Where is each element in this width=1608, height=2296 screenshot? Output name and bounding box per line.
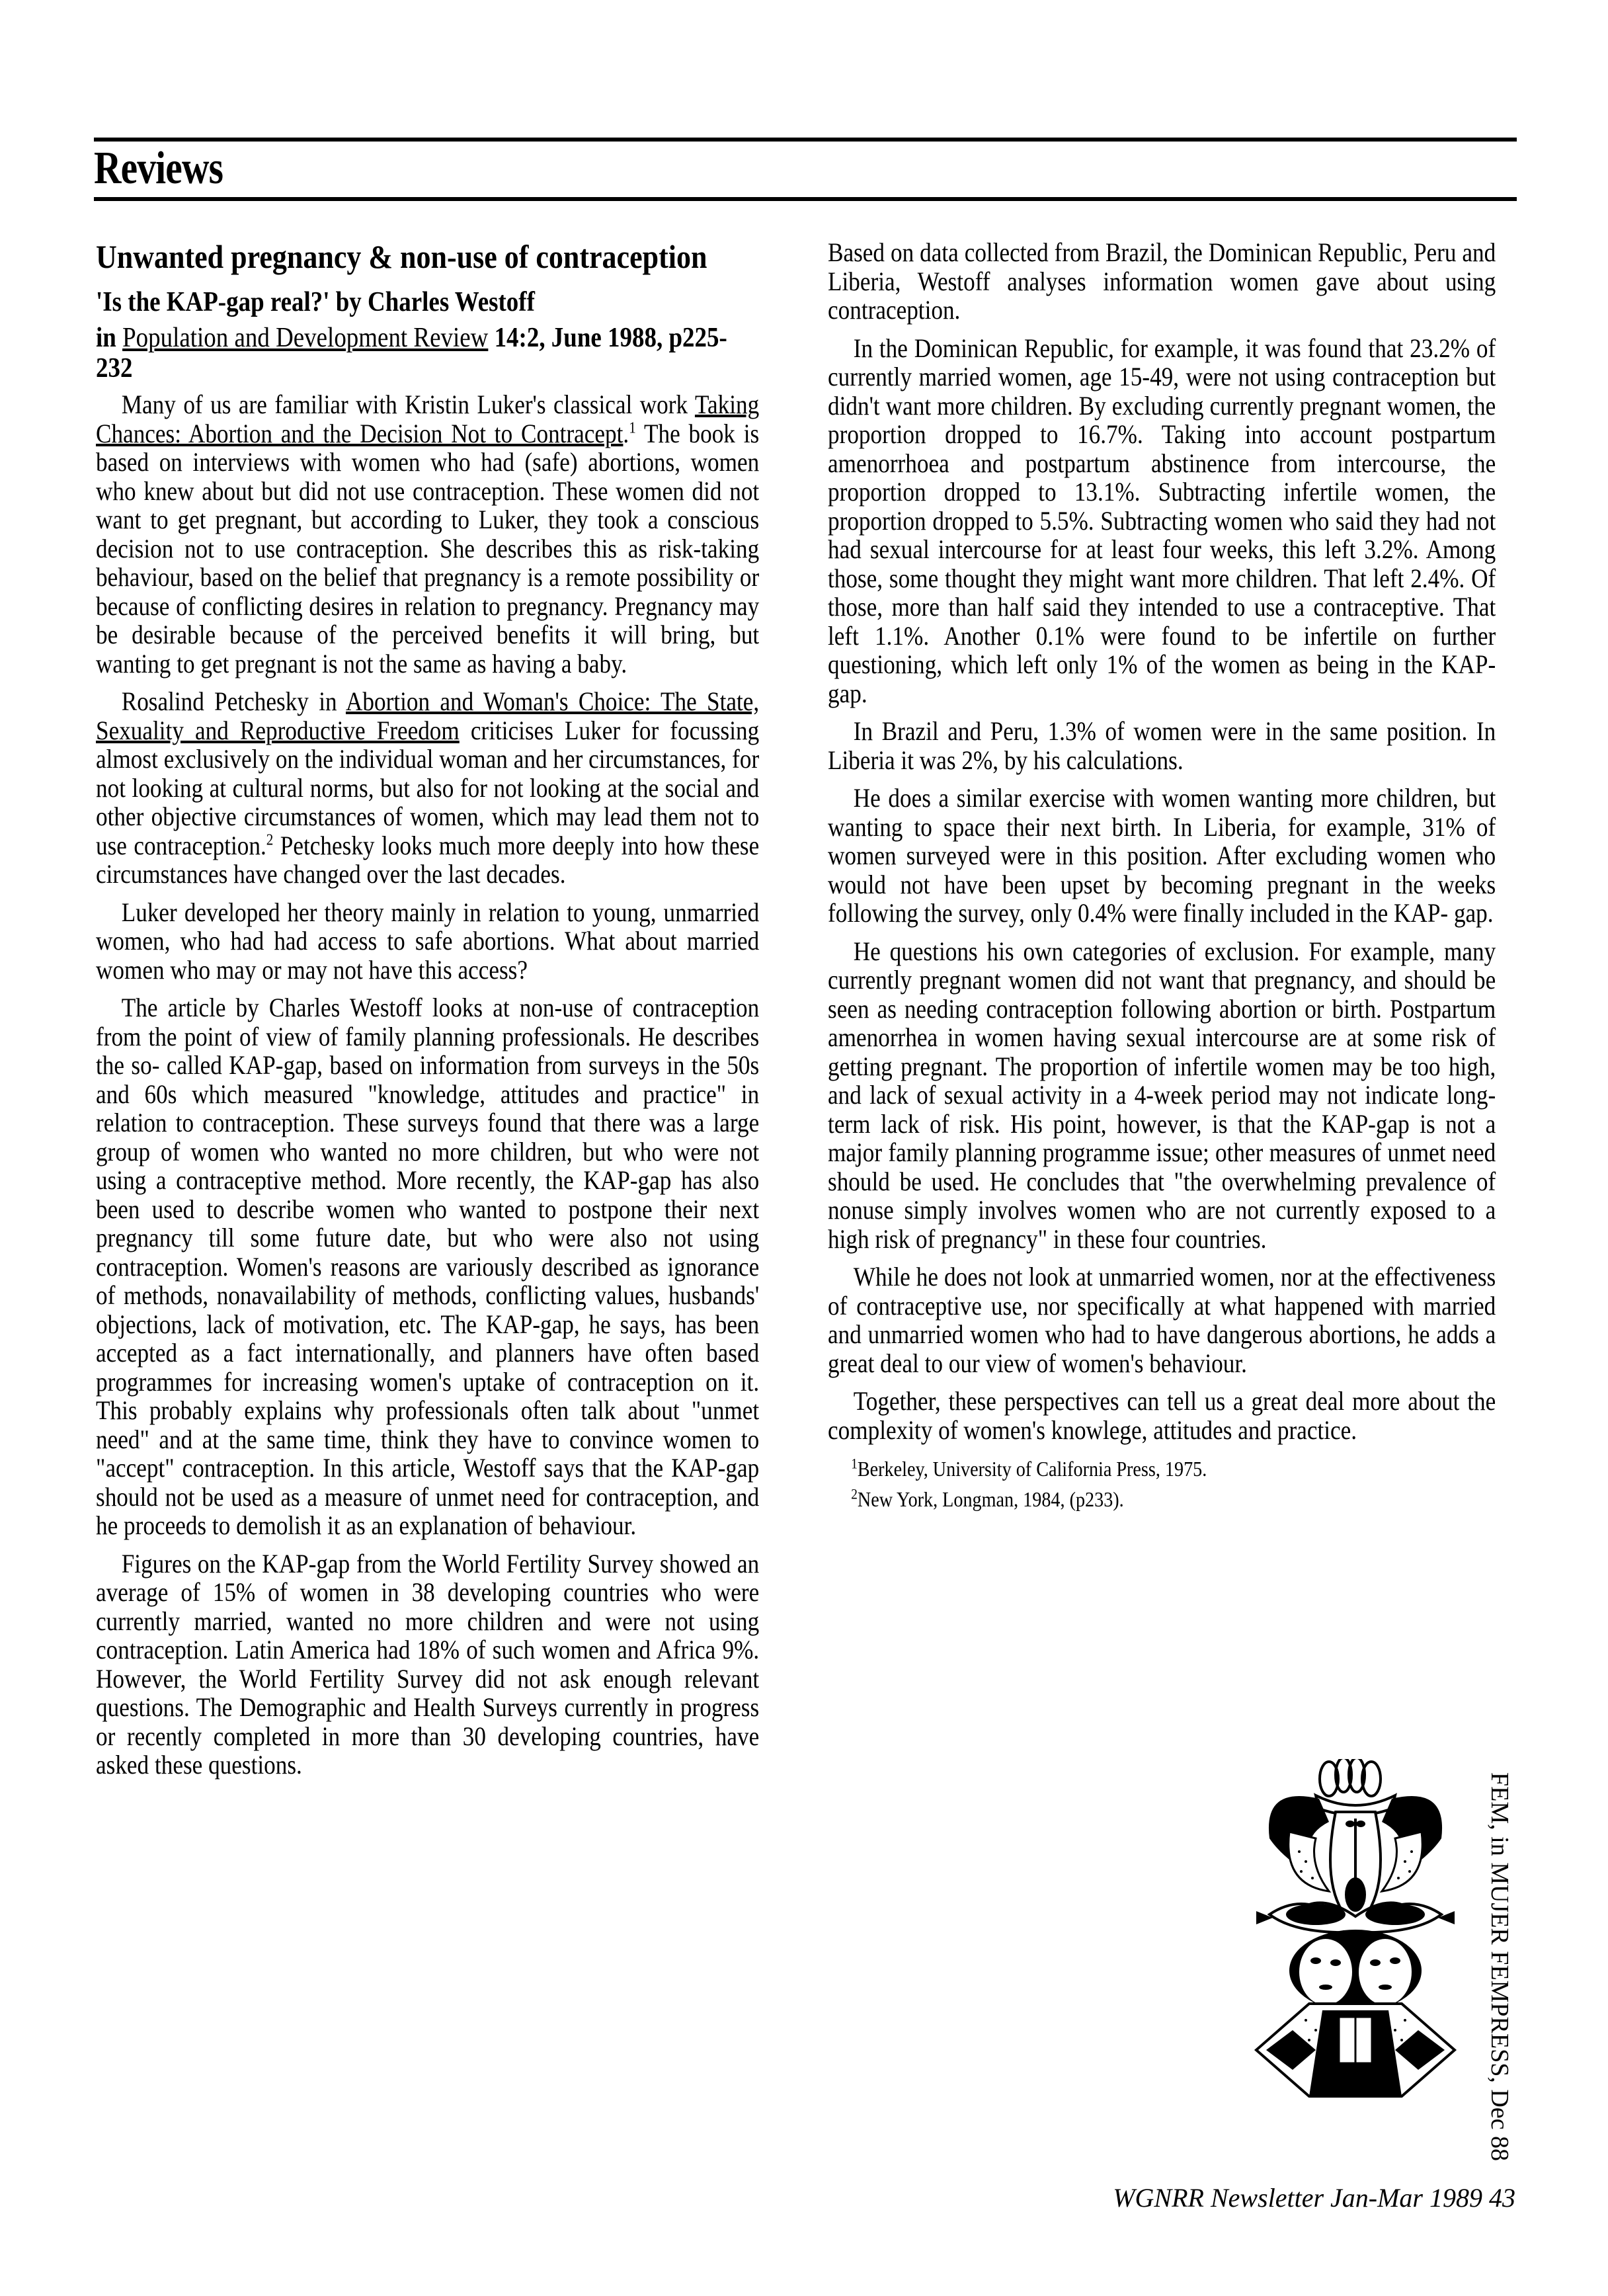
paragraph [96,687,759,889]
citation-details: 14:2, June 1988, p225-232 [96,323,727,384]
illustration-credit [1486,1772,1514,2162]
paragraph: The article by Charles Westoff looks at non-use of contraception from the point of view of family planning professionals. He describes the so- called KAP-gap, based on information from surveys in the 50s and 60s which measured "knowledge, attitudes and practice" in relation to contraception. These surveys found that there was a large group of women who wanted no more children, but who were not using a contraceptive method. More recently, the KAP-gap has also been used to describe women who wanted to postpone their next pregnancy till some future date, but who were also not using contraception. Women's reasons are variously described as ignorance of methods, nonavailability of methods, conflicting values, husbands' objections, lack of motivation, etc. The KAP-gap, he says, has been accepted as a fact internationally, and planners have often based programmes for increasing women's uptake of contraception on it. This probably explains why professionals often talk about "unmet need" and at the same time, think they have to convince women to "accept" contraception. In this article, Westoff says that the KAP-gap should not be used as a measure of unmet need for contraception, and he proceeds to demolish it as an explanation of behaviour. [96,993,760,1540]
footnote [851,1454,1496,1484]
footnote-mark: 2 [851,1485,858,1502]
text-run: Rosalind Petchesky in [121,686,346,716]
paragraph: In the Dominican Republic, for example, it was found that 23.2% of currently married women, age 15-49, were not using contraception but didn't want more children. By excluding currently pregnant women, the proportion dropped to 16.7%. Taking into account postpartum amenorrhoea and postpartum abstinence from intercourse, the proportion dropped to 13.1%. Subtracting infertile women, the proportion dropped to 5.5%. Subtracting women who said they had not had sexual intercourse for at least four weeks, this left 3.2%. Among those, some thought they might want more children. That left 2.4%. Of those, more than half said they intended to use a contraceptive. That left 1.1%. Another 0.1% were found to be infertile on further questioning, which left only 1% of the women as being in the KAP-gap. [828,333,1496,708]
paragraph: He questions his own categories of exclusion. For example, many currently pregnant women did not want that pregnancy, and should be seen as needing contraception following abortion or birth. Postpartum amenorrhea in women having sexual intercourse are at some risk of getting pregnant. The proportion of infertile women may be too high, and lack of sexual activity in a 4-week period may not indicate long-term lack of risk. His point, however, is that the KAP-gap is not a major family planning programme issue; other measures of unmet need should be used. He concludes that "the overwhelming prevalence of nonuse simply involves women who are not currently exposed to a high risk of pregnancy" in these four countries. [828,936,1496,1254]
right-column [828,238,1496,1514]
text-run: Many of us are familiar with Kristin Luker's classical work [121,390,695,419]
journal-title: Population and Development Review [122,323,489,353]
book-title: Abortion and Woman's Choice: The State, Sexuality and Reproductive Freedom [96,686,760,745]
paragraph: Figures on the KAP-gap from the World Fertility Survey showed an average of 15% of women in 38 developing countries who were currently married, wanted no more children and were not using contraception. Latin America had 18% of such women and Africa 9%. However, the World Fertility Survey did not ask enough relevant questions. The Demographic and Health Surveys currently in progress or recently completed in more than 30 developing countries, have asked these questions. [96,1548,760,1780]
paragraph: Many of us are familiar with Kristin Luker's classical work Taking Chances: Abortion and the Decision Not to Contracept.$^1$ The book is based on interviews with women who had (safe) abortions, women who knew about but did not use contraception. These women did not want to get pregnant, but according to Luker, they took a conscious decision not to use contraception. She describes this as risk-taking behaviour, based on the belief that pregnancy is a remote possibility or because of conflicting desires in relation to pregnancy. Pregnancy may be desirable because of the perceived benefits it will bring, but wanting to get pregnant is not the same as having a baby. [96,390,760,678]
top-rule [94,138,1517,142]
footnote-text: Berkeley, University of California Press, 1975. [857,1457,1207,1481]
paragraph: Based on data collected from Brazil, the Dominican Republic, Peru and Liberia, Westoff analyses information women gave about using contraception. [828,237,1496,325]
page-footer: WGNRR Newsletter Jan-Mar 1989 43 [1113,2183,1515,2213]
text-run: Petchesky looks much more deeply into how these circumstances have changed over the last decades. [96,830,760,889]
credit-text: FEM, in MUJER FEMPRESS, Dec 88 [1486,1772,1513,2162]
footnote-text: New York, Longman, 1984, (p233). [857,1487,1124,1511]
paragraph: While he does not look at unmarried women, nor at the effectiveness of contraceptive use, nor specifically at what happened with married and unmarried women who had to have dangerous abortions, he adds a great deal to our view of women's behaviour. [828,1262,1496,1378]
footnote-ref: 2 [266,831,274,849]
section-rule [94,197,1517,201]
text-run: The book is based on interviews with women who had (safe) abortions, women who knew about but did not use contraception. These women did not want to get pregnant, but according to Luker, they took a conscious decision not to use contraception. She describes this as risk-taking behaviour, based on the belief that pregnancy is a remote possibility or because of conflicting desires in relation to pregnancy. Pregnancy may be desirable because of the perceived benefits it will bring, but wanting to get pregnant is not the same as having a baby. [96,418,760,678]
book-title: Taking Chances: Abortion and the Decision Not to Contracept [96,390,760,448]
paragraph: Together, these perspectives can tell us a great deal more about the complexity of women's knowlege, attitudes and practice. [828,1386,1496,1445]
paragraph: He does a similar exercise with women wanting more children, but wanting to space their next birth. In Liberia, for example, 31% of women surveyed were in this position. After excluding women who would not have been upset by becoming pregnant in the weeks following the survey, only 0.4% were finally included in the KAP- gap. [828,783,1496,928]
article-subtitle: 'Is the KAP-gap real?' by Charles Westoff [96,287,535,317]
text-run: criticises Luker for focussing almost exclusively on the individual woman and her circumstances, for not looking at cultural norms, but also for not looking at the social and other objective circumstances of women, which may lead them not to use contraception. [96,715,760,860]
article-citation [96,323,759,384]
article-headline: Unwanted pregnancy & non-use of contraception [96,238,707,275]
woodcut-illustration [1243,1759,1468,2116]
section-title: Reviews [94,143,223,194]
footnote [851,1484,1496,1514]
left-column [96,238,760,1789]
footnote-ref: 1 [629,419,636,437]
footnote-mark: 1 [851,1455,858,1472]
paragraph: In Brazil and Peru, 1.3% of women were in the same position. In Liberia it was 2%, by his calculations. [828,716,1496,775]
citation-prefix: in [96,323,116,353]
paragraph: Luker developed her theory mainly in relation to young, unmarried women, who had had access to safe abortions. What about married women who may or may not have this access? [96,897,760,985]
